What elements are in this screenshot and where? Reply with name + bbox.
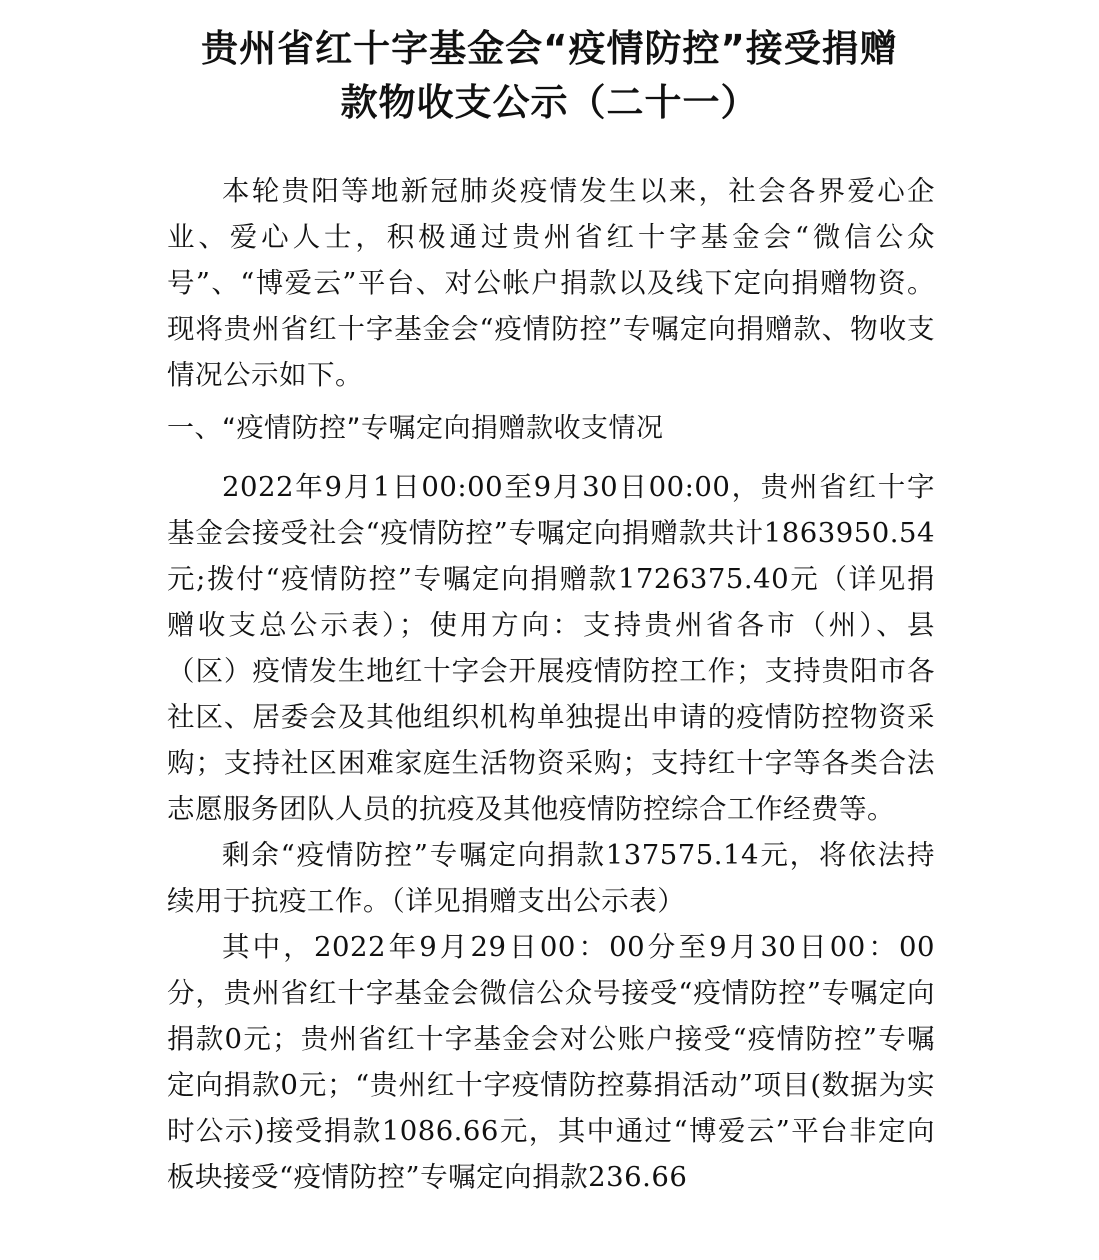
document-body [167,168,935,1200]
paragraph-donation-summary: 2022年9月1日00:00至9月30日00:00，贵州省红十字基金会接受社会“疫情防控”专嘱定向捐赠款共计1863950.54元;拨付“疫情防控”专嘱定向捐赠款1726375.40元（详见捐赠收支总公示表）；使用方向：支持贵州省各市（州）、县（区）疫情发生地红十字会开展疫情防控工作；支持贵阳市各社区、居委会及其他组织机构单独提出申请的疫情防控物资采购；支持社区困难家庭生活物资采购；支持红十字等各类合法志愿服务团队人员的抗疫及其他疫情防控综合工作经费等。 [167,471,935,825]
title-line-2: 款物收支公示（二十一） [340,81,759,124]
section-heading-1: 一、“疫情防控”专嘱定向捐赠款收支情况 [167,413,664,444]
document-title [0,0,1099,130]
intro-paragraph: 本轮贵阳等地新冠肺炎疫情发生以来，社会各界爱心企业、爱心人士，积极通过贵州省红十字基金会“微信公众号”、“博爱云”平台、对公帐户捐款以及线下定向捐赠物资。现将贵州省红十字基金会“疫情防控”专嘱定向捐赠款、物收支情况公示如下。 [167,175,935,391]
paragraph-remaining-funds: 剩余“疫情防控”专嘱定向捐款137575.14元，将依法持续用于抗疫工作。（详见捐赠支出公示表） [167,839,935,917]
title-line-1: 贵州省红十字基金会“疫情防控”接受捐赠 [201,27,898,70]
paragraph-daily-details: 其中，2022年9月29日00：00分至9月30日00：00分，贵州省红十字基金会微信公众号接受“疫情防控”专嘱定向捐款0元；贵州省红十字基金会对公账户接受“疫情防控”专嘱定向捐款0元；“贵州红十字疫情防控募捐活动”项目(数据为实时公示)接受捐款1086.66元，其中通过“博爱云”平台非定向板块接受“疫情防控”专嘱定向捐款236.66 [167,931,935,1193]
